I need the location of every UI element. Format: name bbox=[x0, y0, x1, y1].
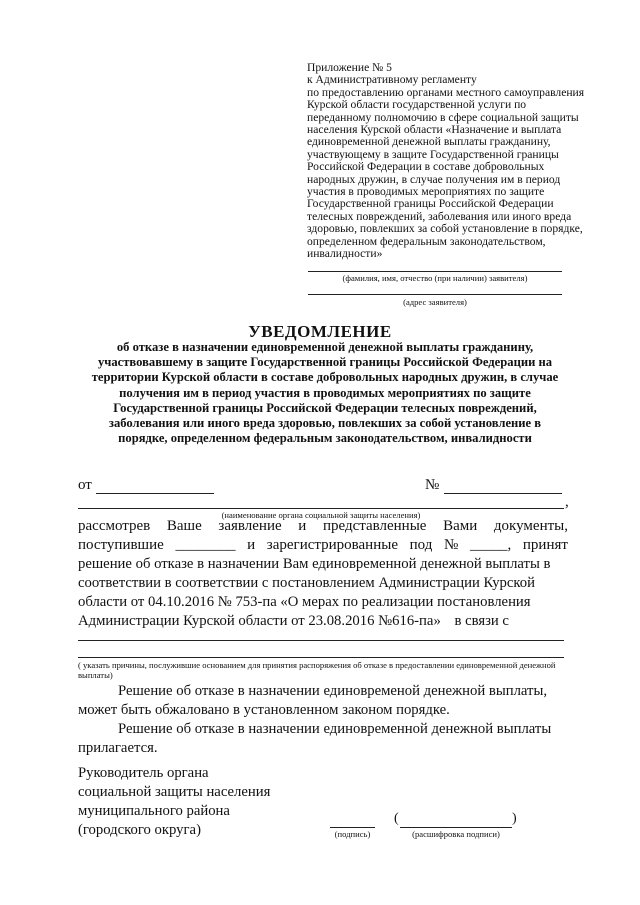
appeal-line-2: может быть обжаловано в установленном законом порядке. bbox=[78, 702, 450, 718]
signature-field[interactable] bbox=[330, 827, 375, 828]
appendix-line: определенном федеральным законодательством, bbox=[307, 234, 546, 248]
signature-caption: (подпись) bbox=[334, 829, 371, 839]
reason-field-line-2[interactable] bbox=[78, 657, 564, 658]
reason-caption: ( указать причины, послужившие основанием для принятия распоряжения об отказе в предоставлении единовременной денежной выплаты) bbox=[78, 660, 556, 680]
body-line-2 bbox=[78, 537, 568, 554]
appendix-header bbox=[307, 62, 587, 261]
word: № bbox=[444, 537, 459, 553]
word: заявление bbox=[218, 518, 282, 534]
applicant-name-field[interactable] bbox=[308, 271, 562, 272]
appendix-line: населения Курской области «Назначение и выплата bbox=[307, 123, 562, 137]
number-field[interactable] bbox=[444, 493, 562, 494]
appendix-line: единовременной денежной выплаты гражданину, bbox=[307, 135, 551, 149]
appendix-line: инвалидности» bbox=[307, 247, 383, 261]
appendix-line: Приложение № 5 bbox=[307, 61, 392, 74]
from-label: от bbox=[78, 477, 92, 493]
date-field[interactable] bbox=[96, 493, 214, 494]
applicant-name-caption: (фамилия, имя, отчество (при наличии) заявителя) bbox=[342, 273, 528, 283]
number-label: № bbox=[425, 477, 440, 493]
word: ________ bbox=[175, 537, 236, 553]
body-line-5: области от 04.10.2016 № 753-па «О мерах по реализации постановления bbox=[78, 594, 531, 610]
word: рассмотрев bbox=[78, 518, 151, 534]
signatory-line: (городского округа) bbox=[78, 822, 201, 838]
appendix-line: Курской области государственной услуги по bbox=[307, 98, 527, 112]
word: документы, bbox=[493, 518, 568, 534]
applicant-address-field[interactable] bbox=[308, 294, 562, 295]
attachment-line-2: прилагается. bbox=[78, 740, 158, 756]
org-caption: (наименование органа социальной защиты населения) bbox=[221, 510, 421, 520]
notice-title: УВЕДОМЛЕНИЕ bbox=[248, 322, 392, 341]
reason-field-line-1[interactable] bbox=[78, 640, 564, 641]
word: и bbox=[247, 537, 256, 553]
subtitle-line: заболевания или иного вреда здоровью, повлекших за собой установление в bbox=[108, 416, 542, 431]
appendix-line: телесных повреждений, заболевания или иного вреда bbox=[307, 209, 572, 223]
appendix-line: участия в проводимых мероприятиях по защите bbox=[307, 185, 545, 199]
word: представленные bbox=[322, 518, 427, 534]
org-comma: , bbox=[565, 494, 569, 510]
appendix-line: участвующему в защите Государственной границы bbox=[307, 147, 559, 161]
subtitle-line: об отказе в назначении единовременной денежной выплаты гражданину, bbox=[116, 340, 534, 354]
notice-subtitle bbox=[75, 340, 575, 446]
body-line-3: решение об отказе в назначении Вам единовременной денежной выплаты в bbox=[78, 556, 551, 572]
attachment-line-1: Решение об отказе в назначении единовременной денежной выплаты bbox=[118, 721, 552, 737]
subtitle-line: территории Курской области в составе добровольных народных дружин, в случае bbox=[91, 370, 559, 385]
word: Ваше bbox=[166, 518, 202, 534]
word: под bbox=[409, 537, 433, 553]
decode-open-paren: ( bbox=[394, 811, 399, 826]
body-line-6 bbox=[78, 613, 509, 630]
decode-close-paren: ) bbox=[512, 811, 517, 826]
appendix-line: народных дружин, в случае получения им в период bbox=[307, 172, 561, 186]
decode-field[interactable] bbox=[400, 827, 512, 828]
appendix-line: к Административному регламенту bbox=[307, 73, 477, 87]
subtitle-line: получения им в период участия в проводимых мероприятиях по защите bbox=[119, 385, 531, 400]
appendix-line: здоровью, повлекших за собой установление в порядке, bbox=[307, 222, 583, 236]
appeal-line-1: Решение об отказе в назначении единовременой денежной выплаты, bbox=[118, 683, 548, 699]
subtitle-line: порядке, определенном федеральным законодательством, инвалидности bbox=[118, 431, 532, 446]
subtitle-line: Государственной границы Российской Федерации телесных повреждений, bbox=[113, 400, 537, 415]
org-name-field[interactable] bbox=[78, 508, 564, 509]
word: зарегистрированные bbox=[266, 537, 398, 553]
applicant-address-caption: (адрес заявителя) bbox=[403, 297, 467, 307]
signatory-line: муниципального района bbox=[78, 803, 230, 819]
word: поступившие bbox=[78, 537, 164, 553]
appendix-line: по предоставлению органами местного самоуправления bbox=[307, 85, 585, 99]
body-line-6-tail: в связи с bbox=[454, 613, 509, 629]
body-line-4: соответствии в соответствии с постановлением Администрации Курской bbox=[78, 575, 536, 591]
decode-caption: (расшифровка подписи) bbox=[412, 829, 500, 839]
word: _____, bbox=[470, 537, 512, 553]
signatory-line: социальной защиты населения bbox=[78, 784, 271, 800]
signatory-title bbox=[78, 764, 270, 840]
appendix-line: Российской Федерации в составе добровольных bbox=[307, 160, 545, 174]
body-line-1 bbox=[78, 518, 568, 535]
word: принят bbox=[522, 537, 568, 553]
word: и bbox=[298, 518, 307, 534]
appendix-line: переданному полномочию в сфере социальной защиты bbox=[307, 110, 579, 124]
body-line-6-text: Администрации Курской области от 23.08.2016 №616-па» bbox=[78, 613, 441, 629]
signatory-line: Руководитель органа bbox=[78, 765, 209, 781]
subtitle-line: участвовавшему в защите Государственной границы Российской Федерации на bbox=[97, 355, 553, 370]
word: Вами bbox=[443, 518, 478, 534]
appendix-line: Государственной границы Российской Федерации bbox=[307, 197, 554, 211]
